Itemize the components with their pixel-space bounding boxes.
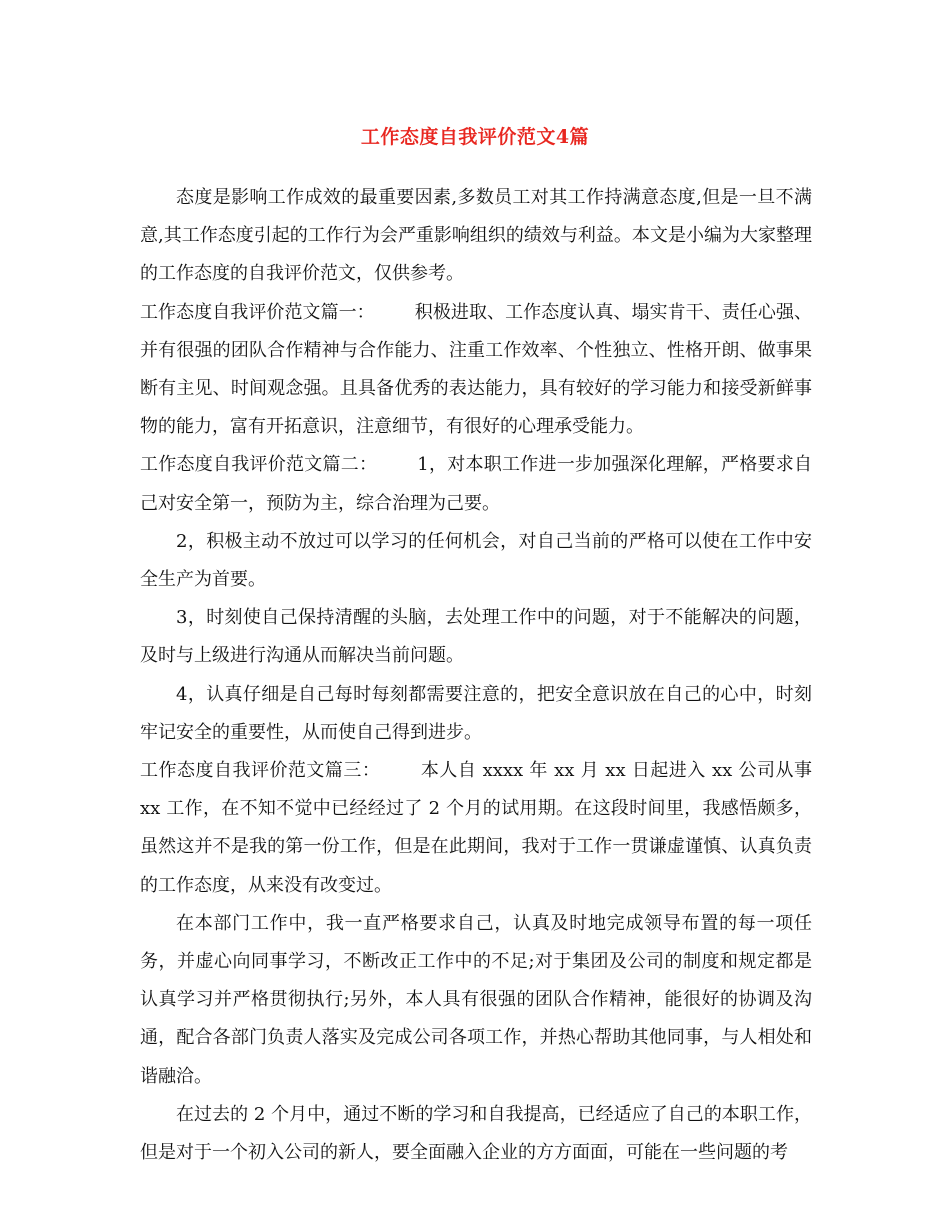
paragraph-text: 积极进取、工作态度认真、塌实肯干、责任心强、并有很强的团队合作精神与合作能力、注重工作效率、个性独立、性格开朗、做事果断有主见、时间观念强。且具备优秀的表达能力，具有较好的学习能力和接受新鲜事物的能力，富有开拓意识，注意细节，有很好的心理承受能力。: [140, 301, 813, 438]
section-heading: 工作态度自我评价范文篇二：: [140, 454, 378, 476]
paragraph-text: 在本部门工作中，我一直严格要求自己，认真及时地完成领导布置的每一项任务，并虚心向同事学习，不断改正工作中的不足;对于集团及公司的制度和规定都是认真学习并严格贯彻执行;另外，本人具有很强的团队合作精神，能很好的协调及沟通，配合各部门负责人落实及完成公司各项工作，并热心帮助其他同事，与人相处和谐融洽。: [140, 912, 812, 1087]
paragraph-department-work: [140, 905, 812, 1096]
paragraph-text: 2，积极主动不放过可以学习的任何机会，对自己当前的严格可以使在工作中安全生产为首要。: [140, 530, 812, 591]
paragraph-text: 本人自 xxxx 年 xx 月 xx 日起进入 xx 公司从事 xx 工作，在不知不觉中已经经过了 2 个月的试用期。在这段时间里，我感悟颇多，虽然这并不是我的第一份工作，但是在此期间，我对于工作一贯谦虚谨慎、认真负责的工作态度，从来没有改变过。: [140, 760, 812, 896]
document-title: 工作态度自我评价范文4篇: [360, 126, 590, 148]
paragraph-text: 在过去的 2 个月中，通过不断的学习和自我提高，已经适应了自己的本职工作，但是对于一个初入公司的新人，要全面融入企业的方方面面，可能在一些问题的考: [140, 1103, 812, 1164]
section-heading: 工作态度自我评价范文篇三：: [140, 760, 381, 782]
paragraph-text: 4，认真仔细是自己每时每刻都需要注意的，把安全意识放在自己的心中，时刻牢记安全的重要性，从而使自己得到进步。: [140, 683, 812, 743]
paragraph-item-2: [140, 523, 812, 599]
section-heading: 工作态度自我评价范文篇一：: [140, 301, 375, 323]
paragraph-item-3: [140, 599, 812, 675]
paragraph-essay-one: [140, 294, 812, 447]
paragraph-item-4: [140, 676, 812, 752]
paragraph-text: 3，时刻使自己保持清醒的头脑，去处理工作中的问题，对于不能解决的问题，及时与上级进行沟通从而解决当前问题。: [140, 607, 812, 667]
paragraph-essay-two: [140, 446, 812, 522]
paragraph-essay-three: [140, 752, 812, 905]
paragraph-text: 态度是影响工作成效的最重要因素,多数员工对其工作持满意态度,但是一旦不满意,其工作态度引起的工作行为会严重影响组织的绩效与利益。本文是小编为大家整理的工作态度的自我评价范文，仅供参考。: [140, 187, 812, 285]
document-body: [140, 179, 812, 1172]
paragraph-intro: [140, 179, 812, 294]
paragraph-text: 1，对本职工作进一步加强深化理解，严格要求自己对安全第一，预防为主，综合治理为己要。: [140, 454, 813, 514]
paragraph-past-two-months: [140, 1096, 812, 1172]
